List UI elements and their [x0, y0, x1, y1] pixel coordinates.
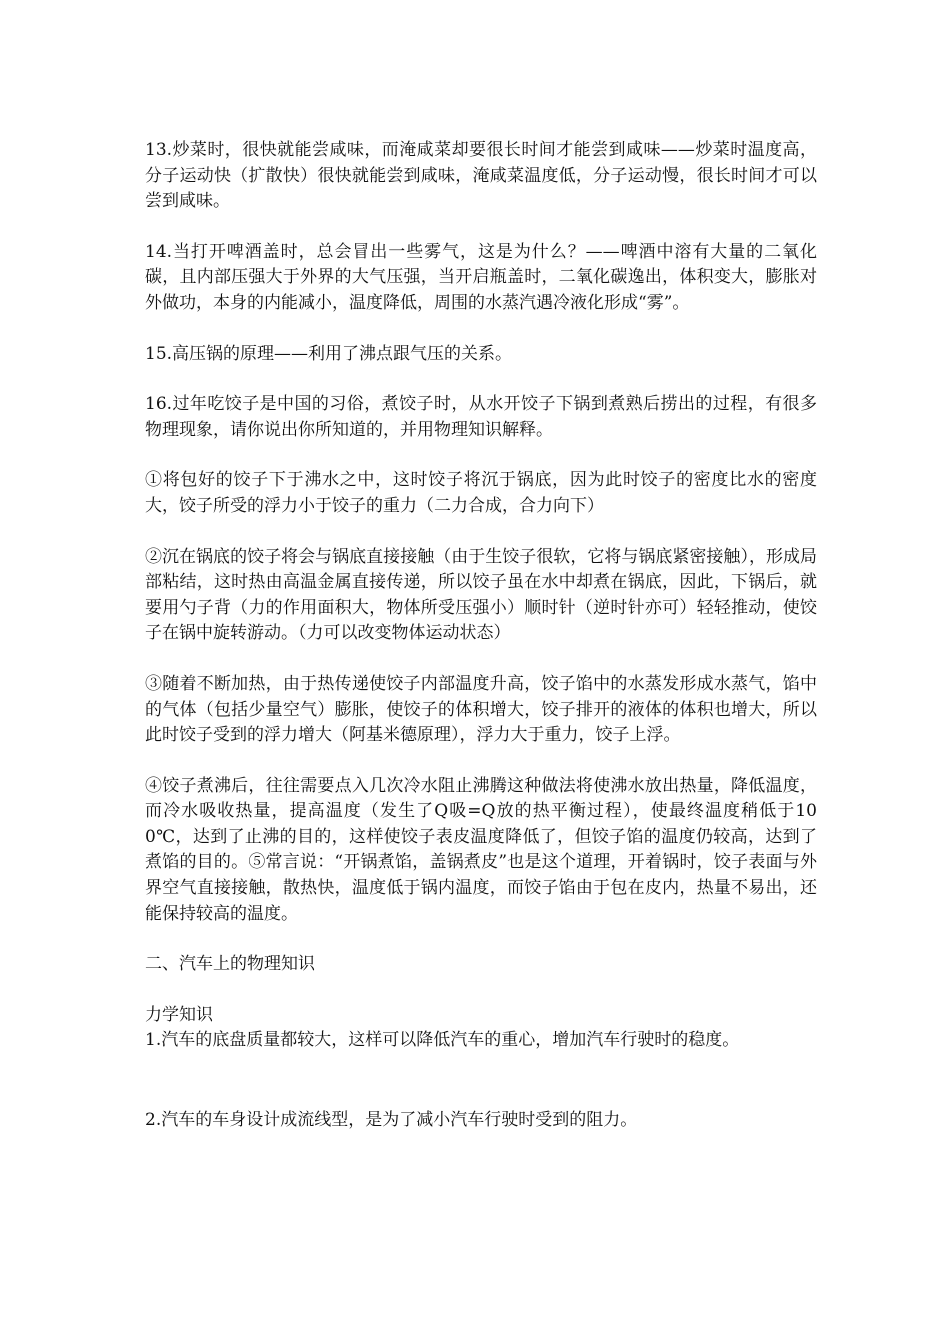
spacer	[145, 215, 817, 240]
spacer	[145, 647, 817, 672]
spacer	[145, 978, 817, 1003]
paragraph-16: 16.过年吃饺子是中国的习俗，煮饺子时，从水开饺子下锅到煮熟后捞出的过程，有很多物理现象，请你说出你所知道的，并用物理知识解释。	[145, 394, 817, 440]
document-page	[145, 138, 817, 1134]
car-point-2: 2.汽车的车身设计成流线型，是为了减小汽车行驶时受到的阻力。	[145, 1110, 638, 1131]
spacer	[145, 443, 817, 468]
spacer	[145, 317, 817, 342]
paragraph-15: 15.高压锅的原理——利用了沸点跟气压的关系。	[145, 343, 513, 364]
answer-point-2: ②沉在锅底的饺子将会与锅底直接接触（由于生饺子很软，它将与锅底紧密接触），形成局部粘结，这时热由高温金属直接传递，所以饺子虽在水中却煮在锅底，因此，下锅后，就要用勺子背（力的作用面积大，物体所受压强小）顺时针（逆时针亦可）轻轻推动，使饺子在锅中旋转游动。（力可以改变物体运动状态）	[145, 546, 817, 644]
answer-point-1: ①将包好的饺子下于沸水之中，这时饺子将沉于锅底，因为此时饺子的密度比水的密度大，饺子所受的浮力小于饺子的重力（二力合成，合力向下）	[145, 470, 817, 516]
spacer	[145, 749, 817, 774]
spacer	[145, 520, 817, 545]
spacer	[145, 927, 817, 952]
paragraph-14: 14.当打开啤酒盖时，总会冒出一些雾气，这是为什么？——啤酒中溶有大量的二氧化碳，且内部压强大于外界的大气压强，当开启瓶盖时，二氧化碳逸出，体积变大，膨胀对外做功，本身的内能减小，温度降低，周围的水蒸汽遇冷液化形成“雾”。	[145, 241, 817, 313]
answer-point-3: ③随着不断加热，由于热传递使饺子内部温度升高，饺子馅中的水蒸发形成水蒸气，馅中的气体（包括少量空气）膨胀，使饺子的体积增大，饺子排开的液体的体积也增大，所以此时饺子受到的浮力增大（阿基米德原理），浮力大于重力，饺子上浮。	[145, 673, 817, 746]
subsection-heading: 力学知识	[145, 1004, 213, 1025]
answer-point-4: ④饺子煮沸后，往往需要点入几次冷水阻止沸腾这种做法将使沸水放出热量，降低温度，而冷水吸收热量，提高温度（发生了Q吸=Q放的热平衡过程），使最终温度稍低于100℃，达到了止沸的目的，这样使饺子表皮温度降低了，但饺子馅的温度仍较高，达到了煮馅的目的。⑤常言说：“开锅煮馅，盖锅煮皮”也是这个道理，开着锅时，饺子表面与外界空气直接接触，散热快，温度低于锅内温度，而饺子馅由于包在皮内，热量不易出，还能保持较高的温度。	[145, 775, 817, 924]
car-point-1: 1.汽车的底盘质量都较大，这样可以降低汽车的重心，增加汽车行驶时的稳度。	[145, 1030, 740, 1051]
spacer	[145, 1054, 817, 1108]
paragraph-13: 13.炒菜时，很快就能尝咸味，而淹咸菜却要很长时间才能尝到咸味——炒菜时温度高，分子运动快（扩散快）很快就能尝到咸味，淹咸菜温度低，分子运动慢，很长时间才可以尝到咸味。	[145, 140, 817, 212]
spacer	[145, 367, 817, 392]
section-heading: 二、汽车上的物理知识	[145, 954, 315, 975]
